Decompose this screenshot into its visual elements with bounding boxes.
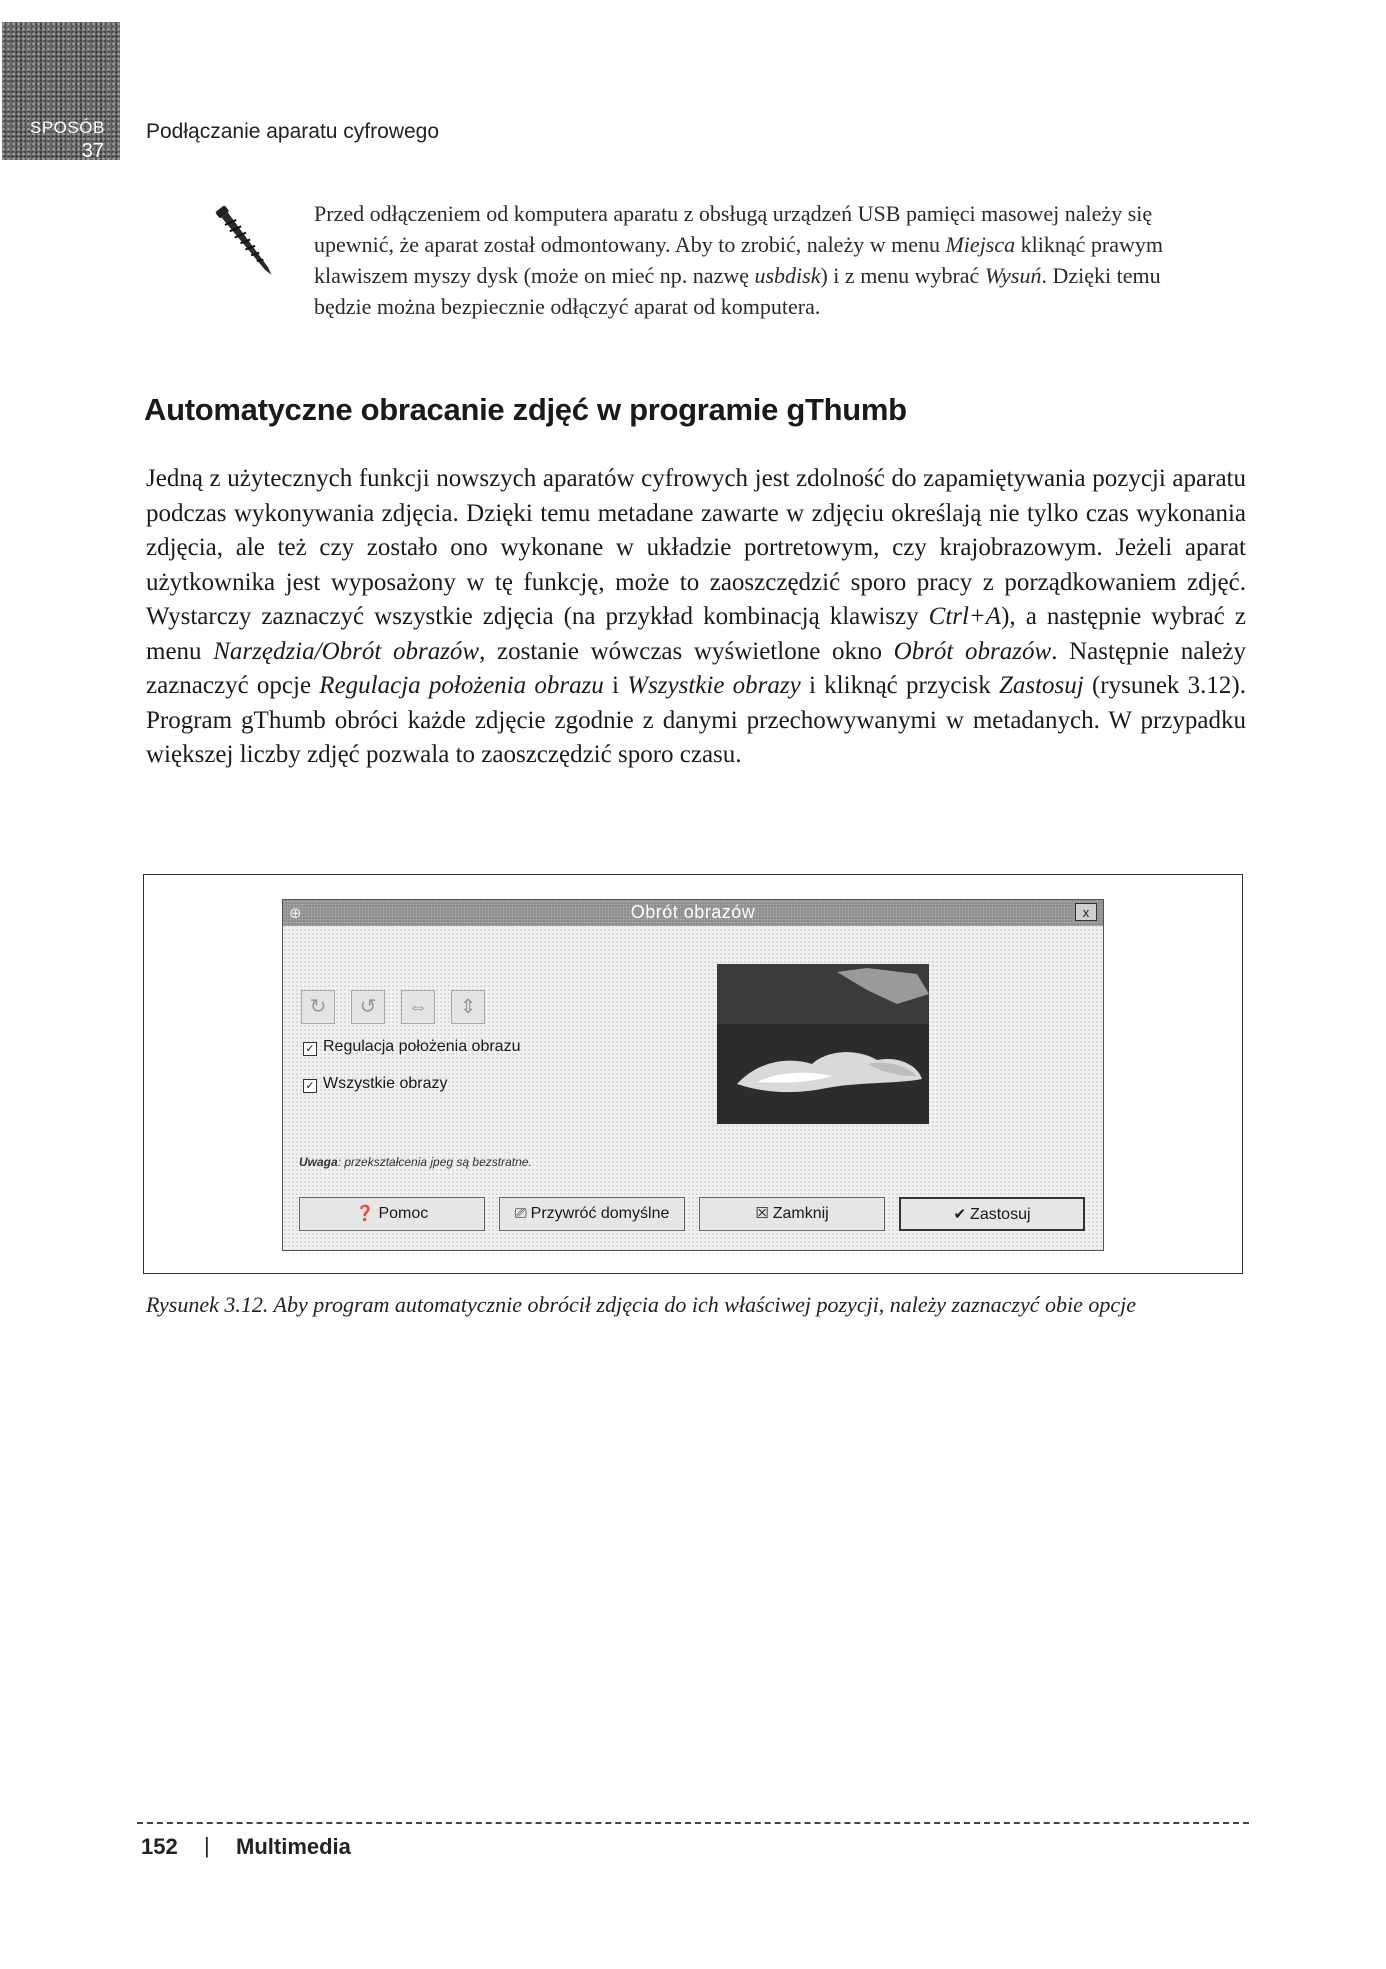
emphasis-text: Regulacja położenia obrazu — [319, 672, 604, 699]
emphasis-text: usbdisk — [754, 263, 821, 288]
text-run: kliknąć prawym klawiszem myszy dysk (może on mieć np. nazwę — [314, 232, 1163, 288]
sposob-badge — [2, 22, 120, 160]
emphasis-text: Wszystkie obrazy — [627, 672, 801, 699]
rotate-dialog — [282, 899, 1104, 1251]
text-run: . Następnie należy zaznaczyć opcje — [146, 637, 1246, 699]
dialog-titlebar[interactable] — [283, 900, 1103, 926]
emphasis-text: Zastosuj — [998, 672, 1084, 699]
apply-button-label: Zastosuj — [970, 1206, 1031, 1223]
text-run: ), a następnie wybrać z menu — [146, 603, 1246, 665]
reset-button-label: Przywróć domyślne — [530, 1205, 670, 1222]
reset-icon: ⎚ — [514, 1205, 527, 1222]
text-run: (rysunek 3.12). Program gThumb obróci każde zdjęcie zgodnie z danymi przechowywanymi w metadanych. W przypadku większej liczby zdjęć pozwala to zaoszczędzić sporo czasu. — [146, 672, 1247, 768]
close-icon[interactable]: x — [1075, 903, 1097, 921]
note-text: : przekształcenia jpeg są bezstratne. — [337, 1155, 532, 1169]
sposob-number: 37 — [81, 140, 104, 162]
folio-separator: | — [204, 1833, 210, 1858]
rotate-right-icon[interactable]: ↻ — [301, 990, 335, 1024]
close-button[interactable] — [699, 1197, 885, 1231]
window-menu-icon[interactable]: ⊕ — [289, 905, 302, 922]
footer-rule — [137, 1822, 1249, 1824]
section-heading: Automatyczne obracanie zdjęć w programie gThumb — [144, 392, 907, 427]
checkmark-icon: ✔ — [953, 1206, 967, 1223]
body-paragraph — [146, 462, 1246, 773]
close-x-icon: ☒ — [755, 1205, 769, 1222]
screw-icon — [210, 196, 280, 286]
emphasis-text: Miejsca — [945, 232, 1016, 257]
note-paragraph — [314, 198, 1178, 322]
image-preview — [717, 964, 929, 1124]
note-label: Uwaga — [299, 1155, 338, 1169]
close-button-label: Zamknij — [772, 1205, 829, 1222]
checkbox-adjust-label: Regulacja położenia obrazu — [323, 1038, 521, 1055]
help-button-label: Pomoc — [378, 1205, 429, 1222]
emphasis-text: Ctrl+A — [928, 603, 1002, 630]
emphasis-text: Wysuń — [984, 263, 1042, 288]
text-run: . Dzięki temu będzie można bezpiecznie odłączyć aparat od komputera. — [314, 263, 1161, 319]
apply-button[interactable] — [899, 1197, 1085, 1231]
checkbox-adjust-position[interactable] — [303, 1038, 520, 1056]
checkbox-checked-icon[interactable]: ✓ — [303, 1079, 317, 1093]
footer-section-name: Multimedia — [236, 1834, 351, 1859]
checkbox-all-images[interactable] — [303, 1075, 447, 1093]
dialog-title: Obrót obrazów — [630, 902, 756, 922]
text-run: , zostanie wówczas wyświetlone okno — [479, 637, 894, 665]
reset-defaults-button[interactable] — [499, 1197, 685, 1231]
page-number: 152 — [141, 1834, 178, 1859]
sposob-label: SPOSÓB — [30, 118, 105, 137]
note-text — [314, 198, 1178, 322]
help-icon: ❓ — [355, 1205, 375, 1222]
flip-horizontal-icon[interactable]: ⇔ — [401, 990, 435, 1024]
text-run: i kliknąć przycisk — [800, 672, 999, 699]
rotate-left-icon[interactable]: ↺ — [351, 990, 385, 1024]
running-title: Podłączanie aparatu cyfrowego — [146, 120, 440, 143]
text-run: Jedną z użytecznych funkcji nowszych aparatów cyfrowych jest zdolność do zapamiętywania pozycji aparatu podczas wykonywania zdjęcia. Dzięki temu metadane zawarte w zdjęciu określają nie tylko czas wykonania zdjęcia, ale też czy zostało ono wykonane w układzie portretowym, czy krajobrazowym. Jeżeli aparat użytkownika jest wyposażony w tę funkcję, może to zaoszczędzić sporo pracy z porządkowaniem zdjęć. Wystarczy zaznaczyć wszystkie zdjęcia (na przykład kombinacją klawiszy — [146, 465, 1246, 630]
checkbox-checked-icon[interactable]: ✓ — [303, 1042, 317, 1056]
text-run: Przed odłączeniem od komputera aparatu z obsługą urządzeń USB pamięci masowej należy się upewnić, że aparat został odmontowany. Aby to zrobić, należy w menu — [314, 201, 1153, 257]
emphasis-text: Narzędzia/Obrót obrazów — [213, 637, 480, 665]
text-run: i — [603, 672, 628, 699]
help-button[interactable] — [299, 1197, 485, 1231]
dialog-note — [299, 1155, 532, 1169]
flip-vertical-icon[interactable]: ⇕ — [451, 990, 485, 1024]
figure-caption: Rysunek 3.12. Aby program automatycznie obrócił zdjęcia do ich właściwej pozycji, należy zaznaczyć obie opcje — [146, 1292, 1137, 1317]
text-run: ) i z menu wybrać — [820, 263, 985, 288]
emphasis-text: Obrót obrazów — [893, 637, 1052, 665]
checkbox-all-label: Wszystkie obrazy — [323, 1075, 448, 1092]
